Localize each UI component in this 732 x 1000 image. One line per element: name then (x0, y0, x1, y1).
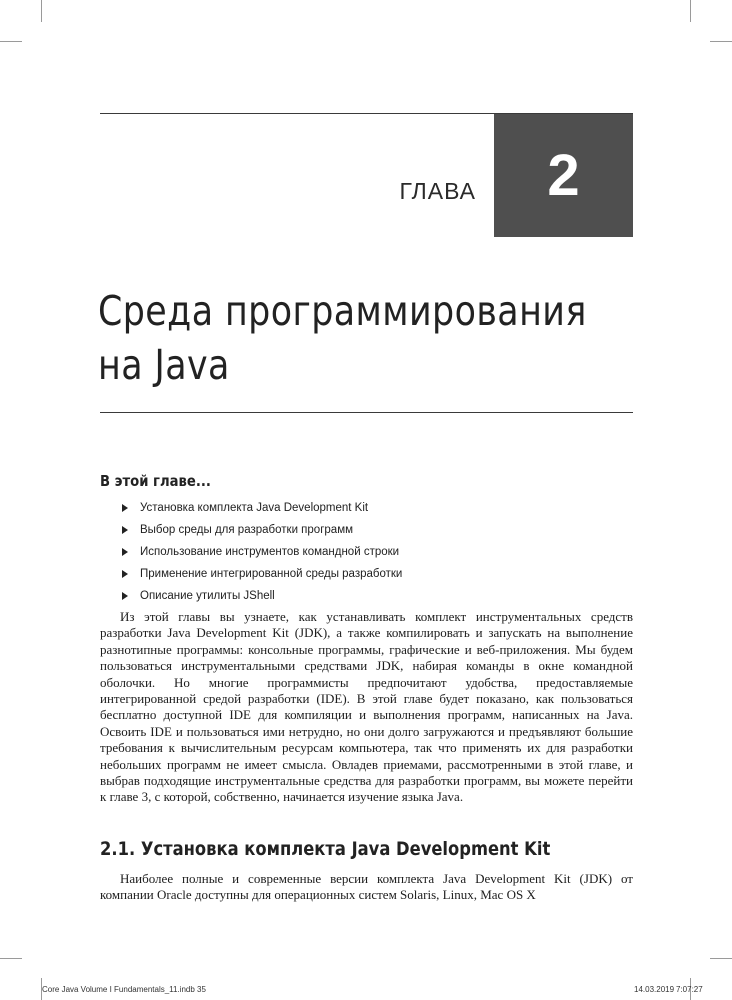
topic-text: Описание утилиты JShell (140, 590, 275, 602)
list-item (122, 585, 402, 607)
crop-mark (710, 41, 732, 42)
topic-text: Установка комплекта Java Development Kit (140, 502, 369, 514)
topic-text: Выбор среды для разработки программ (140, 524, 354, 536)
chapter-bottom-rule (100, 412, 633, 413)
bullet-triangle-icon (122, 504, 128, 512)
crop-mark (710, 958, 732, 959)
chapter-title-line: Среда программирования (98, 287, 587, 335)
chapter-label: ГЛАВА (399, 178, 476, 204)
chapter-number: 2 (547, 143, 580, 208)
bullet-triangle-icon (122, 548, 128, 556)
crop-mark (690, 0, 691, 22)
paragraph-text: Из этой главы вы узнаете, как устанавливать комплект инструментальных средств разработки Java Development Kit (JDK), а также компилировать и запускать на выполнение разнотипные программы: консольные программы, графические и веб-приложения. Мы будем пользоваться инструментальными средствами JDK, набирая команды в окне командной оболочки. Но многие программисты предпочитают удобства, предоставляемые интегрированной средой разработки (IDE). В этой главе будет показано, как пользоваться бесплатно доступной IDE для компиляции и выполнения программ, написанных на Java. Освоить IDE и пользоваться ими нетрудно, но они долго загружаются и предъявляют большие требования к вычислительным ресурсам компьютера, так что применять их для разработки небольших программ не имеет смысла. Овладев приемами, рассмотренными в этой главе, и выбрав подходящие инструментальные средства для разработки программ, вы можете перейти к главе 3, с которой, собственно, начинается изучение языка Java. (100, 609, 633, 805)
crop-mark (0, 41, 22, 42)
footer-time: 7:07:27 (676, 985, 703, 994)
crop-mark (0, 958, 22, 959)
list-item (122, 519, 402, 541)
chapter-title-line: на Java (98, 341, 230, 389)
section-heading: 2.1. Установка комплекта Java Development Kit (100, 838, 551, 860)
intro-heading: В этой главе... (100, 472, 211, 490)
topic-text: Использование инструментов командной строки (140, 546, 400, 558)
footer-date: 14.03.2019 (634, 985, 675, 994)
topic-list (122, 497, 402, 607)
footer-file-info: Core Java Volume I Fundamentals_11.indb 35 (42, 985, 206, 994)
crop-mark (41, 0, 42, 22)
bullet-triangle-icon (122, 526, 128, 534)
chapter-number-box (494, 114, 633, 237)
paragraph-text: Наиболее полные и современные версии комплекта Java Development Kit (JDK) от компании Oracle доступны для операционных систем Solaris, Linux, Mac OS X (100, 871, 633, 903)
list-item (122, 497, 402, 519)
list-item (122, 541, 402, 563)
section-paragraph (100, 871, 633, 904)
list-item (122, 563, 402, 585)
topic-text: Применение интегрированной среды разработки (140, 568, 403, 580)
chapter-title (98, 284, 587, 392)
bullet-triangle-icon (122, 592, 128, 600)
bullet-triangle-icon (122, 570, 128, 578)
intro-paragraph (100, 609, 633, 806)
